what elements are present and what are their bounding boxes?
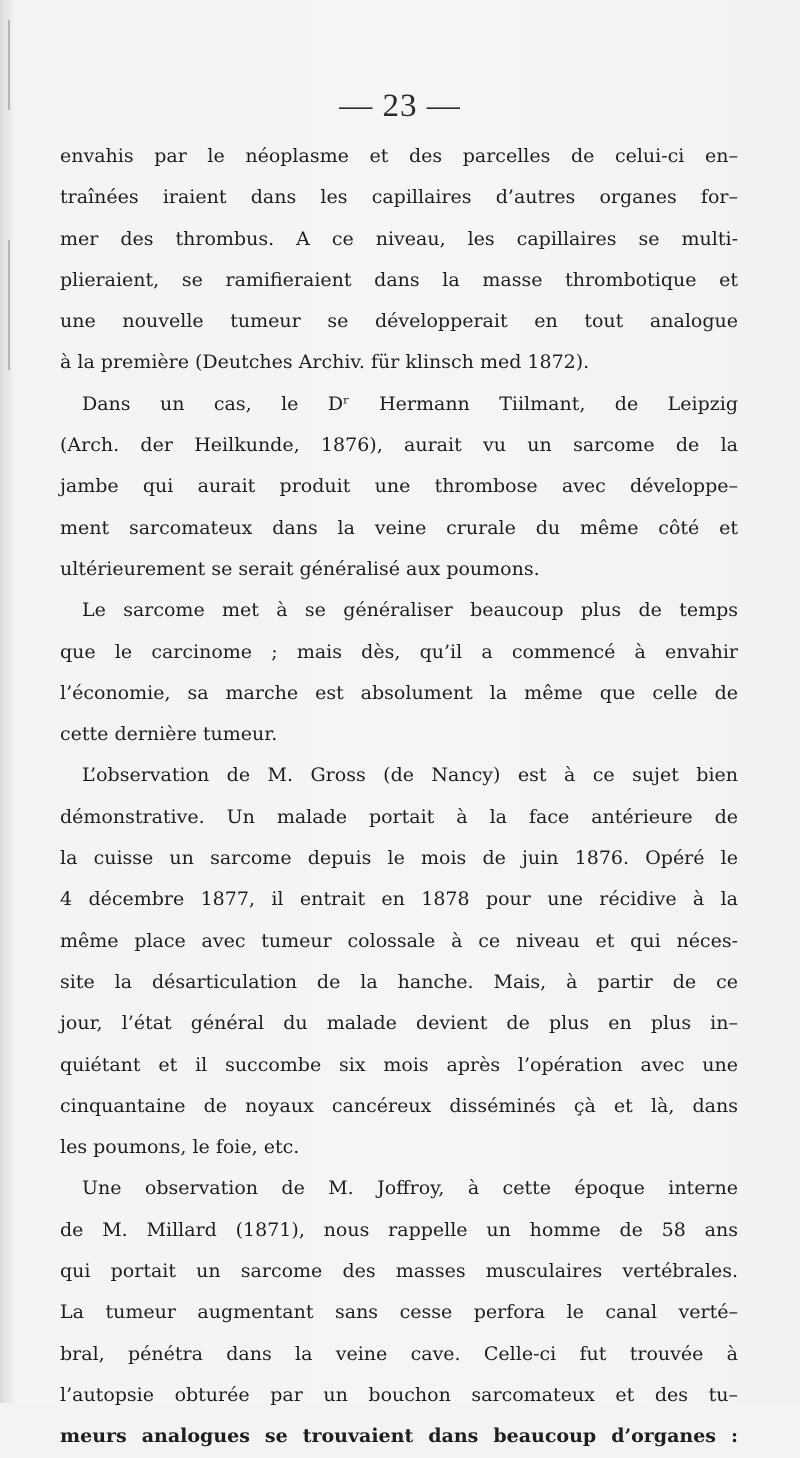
text-line: cette dernière tumeur. xyxy=(60,723,278,746)
text-line: site la désarticulation de la hanche. Mais, à partir de ce xyxy=(60,970,738,993)
text-line: l’économie, sa marche est absolument la même que celle de xyxy=(60,681,738,704)
text-line: meurs analogues se trouvaient dans beaucoup d’organes : xyxy=(60,1425,738,1448)
text-line: L’observation de M. Gross (de Nancy) est à ce sujet bien xyxy=(82,764,738,787)
text-line: 4 décembre 1877, il entrait en 1878 pour une récidive à la xyxy=(60,888,738,911)
text-line: ment sarcomateux dans la veine crurale du même côté et xyxy=(60,516,738,539)
text-line: de M. Millard (1871), nous rappelle un homme de 58 ans xyxy=(60,1218,738,1241)
body-text xyxy=(60,136,738,1458)
text-line: Dans un cas, le Dʳ Hermann Tiilmant, de Leipzig xyxy=(82,392,738,415)
text-line: à la première (Deutches Archiv. für klinsch med 1872). xyxy=(60,351,590,374)
text-line: (Arch. der Heilkunde, 1876), aurait vu un sarcome de la xyxy=(60,434,738,457)
text-line: traînées iraient dans les capillaires d’autres organes for– xyxy=(60,186,738,209)
text-line: les poumons, le foie, etc. xyxy=(60,1136,300,1159)
text-line: une nouvelle tumeur se développerait en tout analogue xyxy=(60,310,738,333)
edge-mark-middle xyxy=(8,240,10,370)
text-line: bral, pénétra dans la veine cave. Celle-ci fut trouvée à xyxy=(60,1342,738,1365)
text-line: mer des thrombus. A ce niveau, les capillaires se multi- xyxy=(60,227,738,250)
text-line: la cuisse un sarcome depuis le mois de juin 1876. Opéré le xyxy=(60,847,738,870)
text-line: l’autopsie obturée par un bouchon sarcomateux et des tu– xyxy=(60,1383,738,1406)
text-line: même place avec tumeur colossale à ce niveau et qui néces- xyxy=(60,929,738,952)
text-line: Le sarcome met à se généraliser beaucoup plus de temps xyxy=(82,599,738,622)
text-line: La tumeur augmentant sans cesse perfora le canal verté– xyxy=(60,1301,738,1324)
text-line: plieraient, se ramifieraient dans la masse thrombotique et xyxy=(60,268,738,291)
text-line: jambe qui aurait produit une thrombose avec développe– xyxy=(60,475,738,498)
page-left-edge xyxy=(0,0,14,1403)
page-number: — 23 — xyxy=(339,88,461,124)
text-line: jour, l’état général du malade devient de plus en plus in– xyxy=(60,1012,738,1035)
text-line: Une observation de M. Joffroy, à cette époque interne xyxy=(82,1177,738,1200)
text-line: cinquantaine de noyaux cancéreux disséminés çà et là, dans xyxy=(60,1094,738,1117)
text-line: envahis par le néoplasme et des parcelles de celui-ci en– xyxy=(60,145,738,167)
text-line: que le carcinome ; mais dès, qu’il a commencé à envahir xyxy=(60,640,738,663)
text-line: quiétant et il succombe six mois après l’opération avec une xyxy=(60,1053,738,1076)
text-line: ultérieurement se serait généralisé aux poumons. xyxy=(60,557,540,580)
text-line: démonstrative. Un malade portait à la face antérieure de xyxy=(60,805,738,828)
text-line: qui portait un sarcome des masses musculaires vertébrales. xyxy=(60,1260,738,1283)
